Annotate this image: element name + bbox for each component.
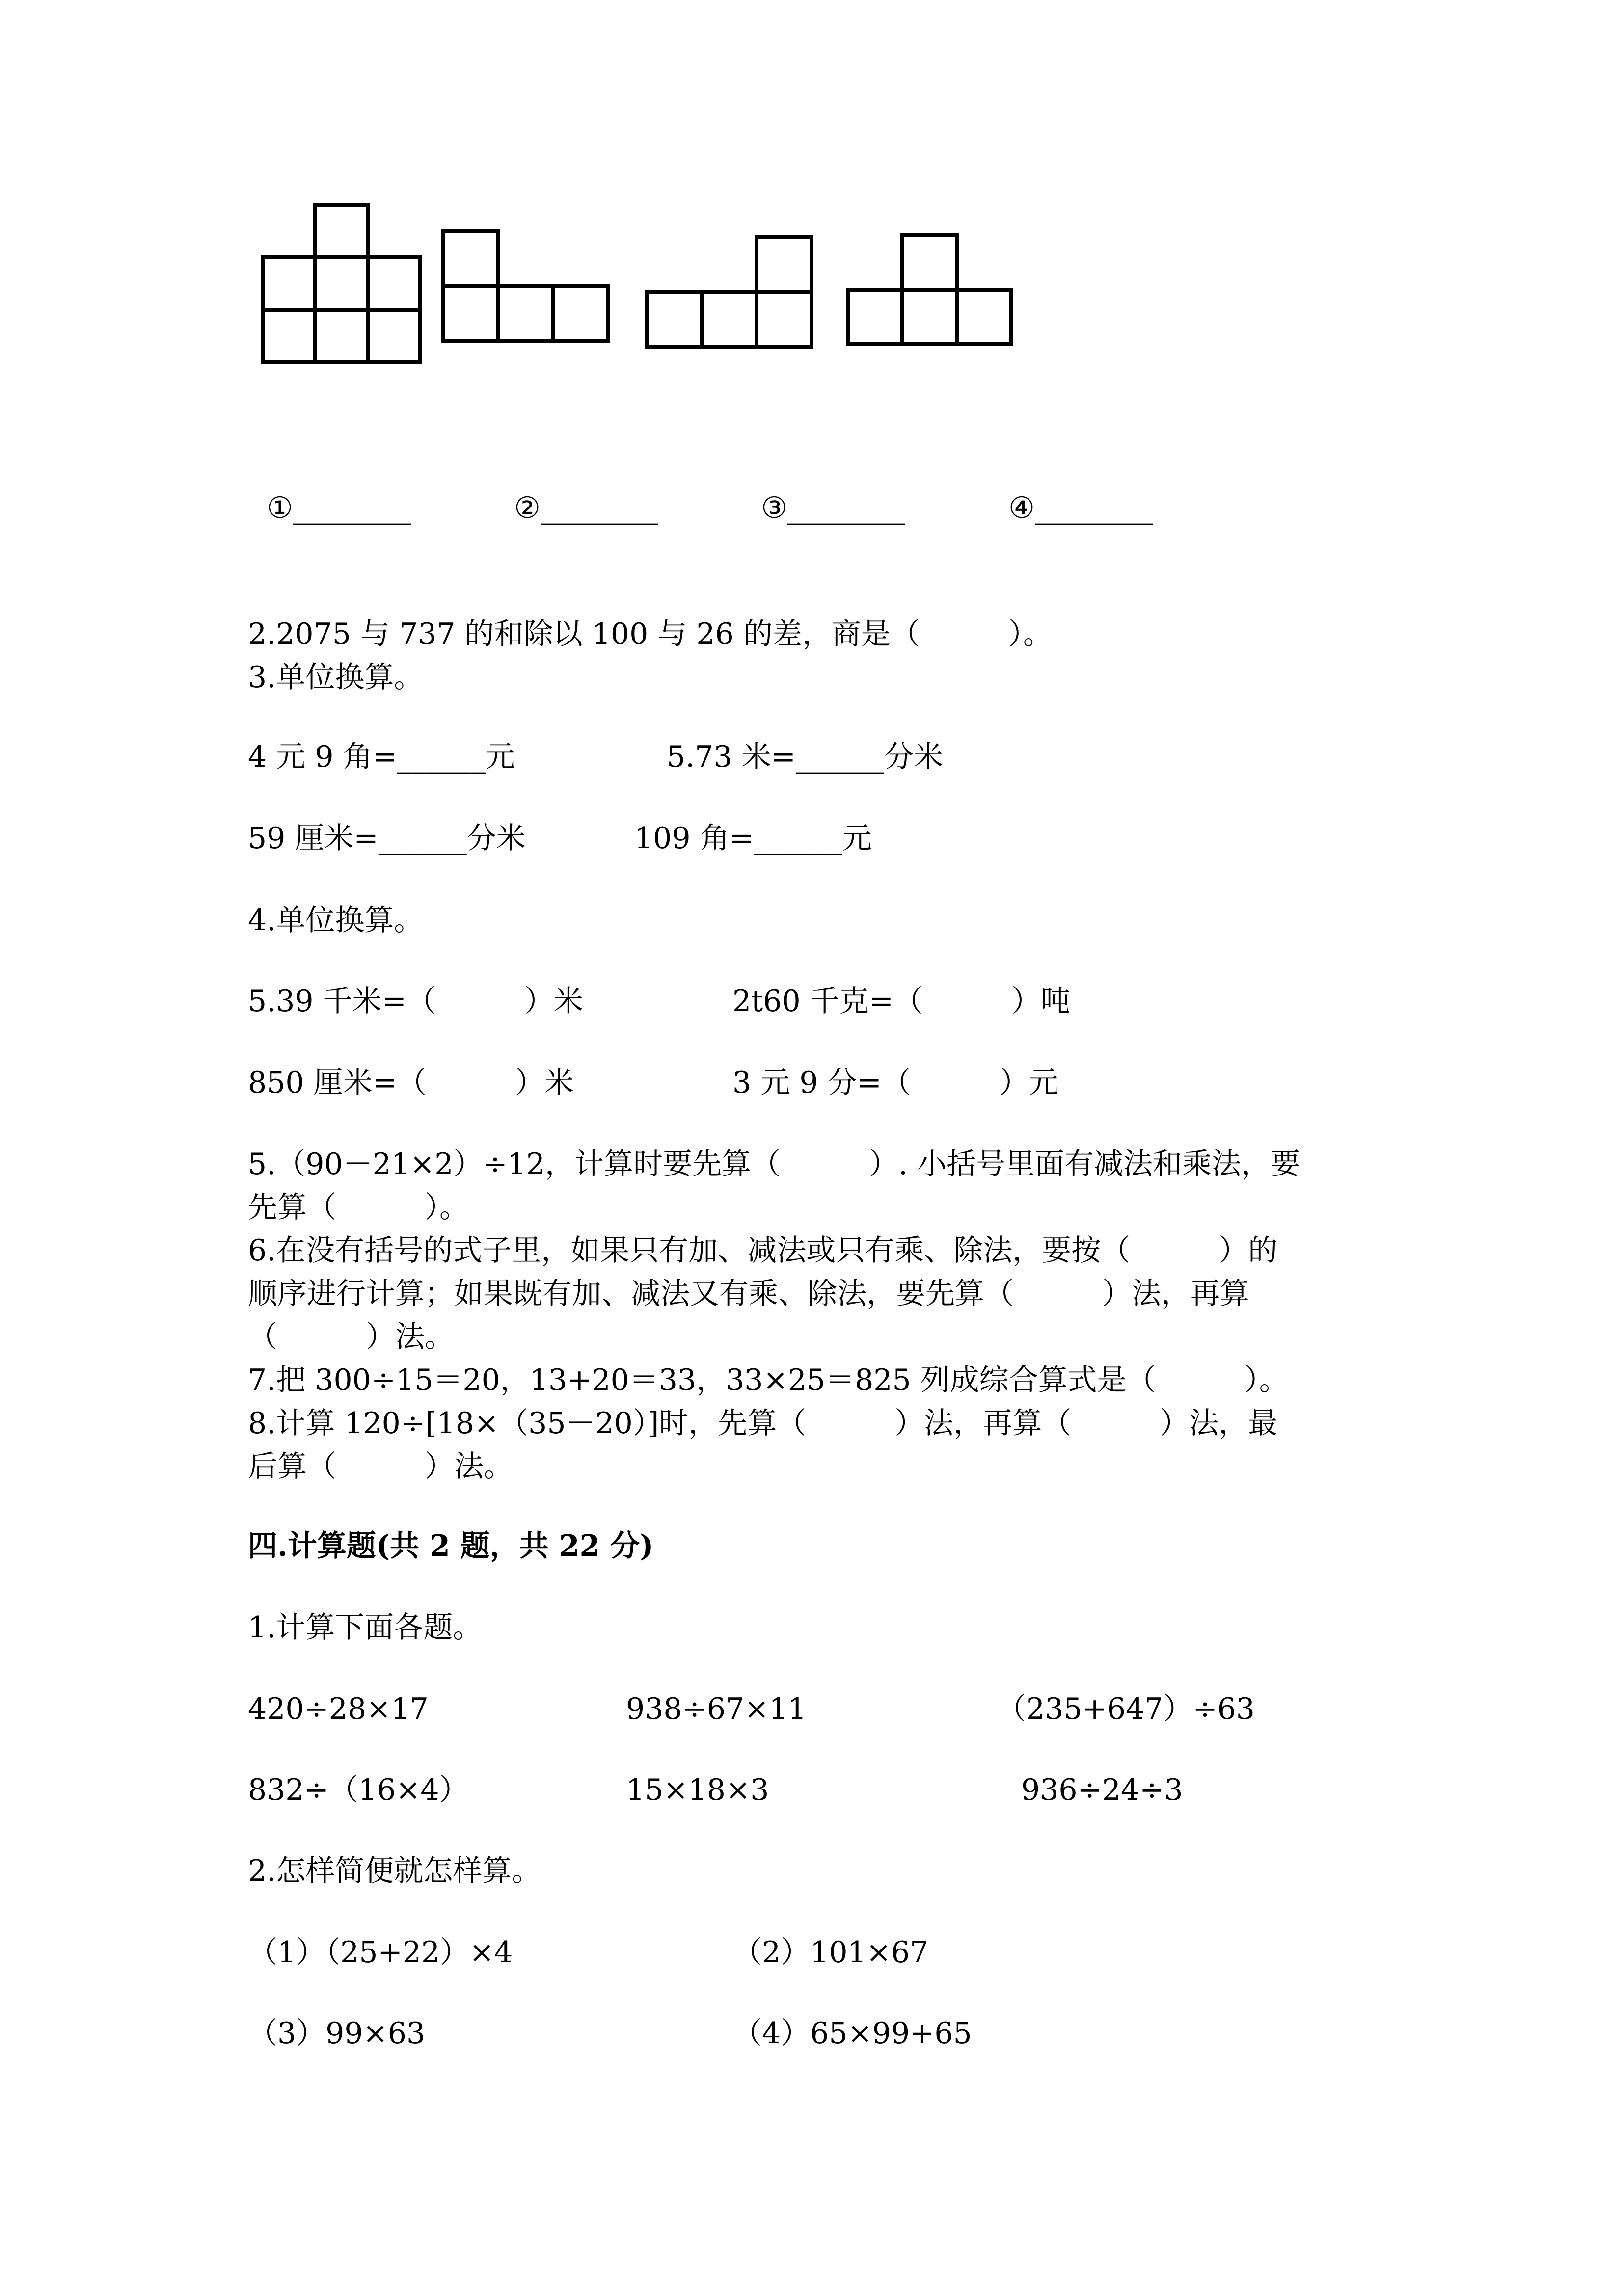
q4-item-4: 3 元 9 分=（ ）元 [732, 1066, 1058, 1100]
answer-blank[interactable]: ________ [293, 491, 411, 525]
figure-2 [443, 231, 608, 341]
q3-item-3: 59 厘米=______分米 [248, 821, 526, 855]
question-6-line-2: 顺序进行计算；如果既有加、减法又有乘、除法，要先算（ ）法，再算 [248, 1277, 1249, 1311]
q3-item-4: 109 角=______元 [634, 821, 872, 855]
figure-3 [647, 237, 812, 347]
figure-answer-4 [990, 464, 1153, 523]
simplify-item-2: （2）101×67 [732, 1935, 929, 1970]
answer-blank[interactable]: ________ [540, 491, 658, 525]
question-4-title: 4.单位换算。 [248, 903, 424, 937]
figure-answer-1 [248, 464, 411, 523]
calc-item-6: 936÷24÷3 [1021, 1773, 1183, 1807]
question-6-line-1: 6.在没有括号的式子里，如果只有加、减法或只有乘、除法，要按（ ）的 [248, 1233, 1278, 1268]
q4-item-2: 2t60 千克=（ ）吨 [732, 984, 1070, 1018]
simplify-item-4: （4）65×99+65 [732, 2016, 972, 2051]
question-5-line-2: 先算（ ）。 [248, 1190, 469, 1225]
section-4-heading: 四.计算题(共 2 题，共 22 分) [248, 1529, 654, 1563]
section-4-problem-1-title: 1.计算下面各题。 [248, 1610, 483, 1645]
answer-blank[interactable]: ________ [787, 491, 905, 525]
question-8-line-2: 后算（ ）法。 [248, 1449, 513, 1484]
q4-item-3: 850 厘米=（ ）米 [248, 1066, 574, 1100]
figure-answer-3 [742, 464, 905, 523]
figure-answer-label: ④ [1008, 491, 1035, 525]
calc-item-1: 420÷28×17 [248, 1692, 429, 1726]
question-3-title: 3.单位换算。 [248, 660, 424, 694]
calc-item-2: 938÷67×11 [626, 1692, 807, 1726]
calc-item-5: 15×18×3 [626, 1773, 769, 1807]
calc-item-4: 832÷（16×4） [248, 1773, 469, 1807]
section-4-problem-2-title: 2.怎样简便就怎样算。 [248, 1854, 541, 1888]
question-6-line-3: （ ）法。 [248, 1320, 454, 1354]
figure-answer-label: ② [514, 491, 541, 525]
figure-answer-2 [495, 464, 658, 523]
figure-4 [848, 235, 1011, 344]
question-8-line-1: 8.计算 120÷[18×（35－20）]时，先算（ ）法，再算（ ）法，最 [248, 1406, 1278, 1441]
answer-blank[interactable]: ________ [1034, 491, 1153, 525]
simplify-item-3: （3）99×63 [248, 2016, 426, 2051]
question-5-line-1: 5.（90－21×2）÷12，计算时要先算（ ）. 小括号里面有减法和乘法，要 [248, 1147, 1300, 1181]
question-2: 2.2075 与 737 的和除以 100 与 26 的差，商是（ ）。 [248, 617, 1053, 651]
simplify-item-1: （1）（25+22）×4 [248, 1935, 513, 1970]
calc-item-3: （235+647）÷63 [997, 1692, 1255, 1726]
figure-1 [263, 205, 420, 362]
q4-item-1: 5.39 千米=（ ）米 [248, 984, 583, 1018]
figure-answer-label: ① [267, 491, 293, 525]
q3-item-1: 4 元 9 角=______元 [248, 740, 515, 774]
q3-item-2: 5.73 米=______分米 [667, 740, 943, 774]
figure-answer-label: ③ [761, 491, 787, 525]
question-7: 7.把 300÷15＝20，13+20＝33，33×25＝825 列成综合算式是（ ）。 [248, 1363, 1289, 1397]
